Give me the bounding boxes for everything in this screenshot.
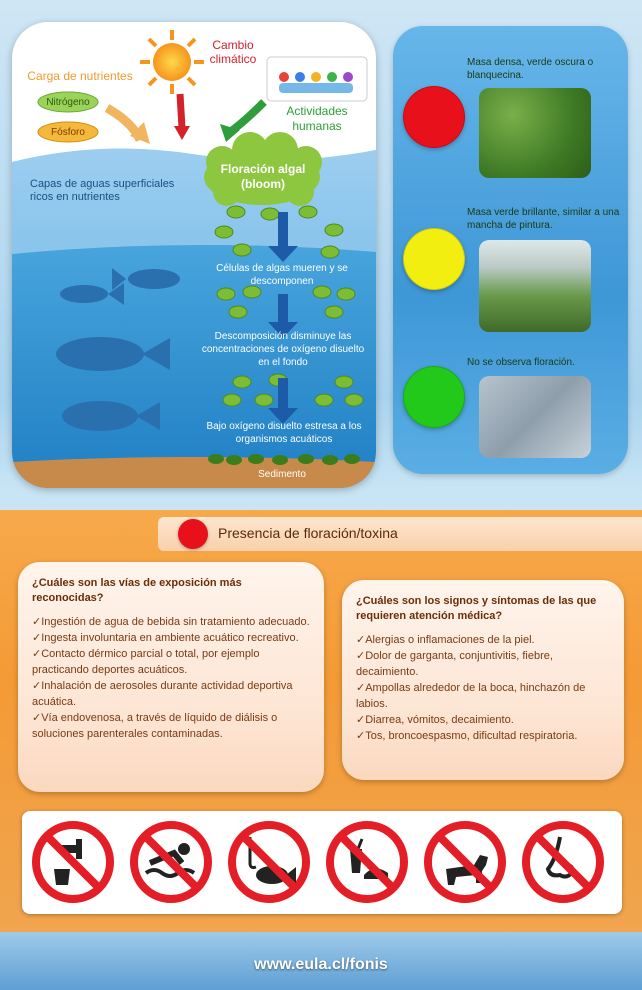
bloom-legend-panel <box>393 26 628 474</box>
no-drinking-water-icon <box>30 819 116 905</box>
symptom-item: ✓Alergias o inflamaciones de la piel. <box>356 634 535 646</box>
prohibition-icons-strip <box>22 811 622 914</box>
yellow-level-text: Masa verde brillante, similar a una mancha de pintura. <box>467 207 620 231</box>
symptom-item: ✓Dolor de garganta, conjuntivitis, fiebre, decaimiento. <box>356 650 553 678</box>
symptom-item: ✓Diarrea, vómitos, decaimiento. <box>356 714 514 726</box>
exposure-title: ¿Cuáles son las vías de exposición más reconocidas? <box>32 577 242 604</box>
sun-icon <box>140 30 204 94</box>
step-oxygen-decrease-label: Descomposición disminuye las concentraciones de oxígeno disuelto en el fondo <box>201 331 365 368</box>
yellow-level-circle <box>403 228 465 290</box>
eutrophication-diagram <box>12 22 376 488</box>
no-fishing-icon <box>226 819 312 905</box>
footer-url-link[interactable]: www.eula.cl/fonis <box>254 956 388 973</box>
no-dogs-icon <box>422 819 508 905</box>
sediment-label: Sedimento <box>258 469 306 480</box>
step-stress-label: Bajo oxígeno disuelto estresa a los organismos acuáticos <box>206 421 362 445</box>
presence-red-circle <box>178 519 208 549</box>
green-level-circle <box>403 366 465 428</box>
no-bloom-photo <box>479 376 591 458</box>
no-eating-icon <box>324 819 410 905</box>
phosphorus-label: Fósforo <box>51 127 85 138</box>
climate-change-label: Cambio climático <box>209 38 257 66</box>
red-level-circle <box>403 86 465 148</box>
symptoms-title: ¿Cuáles son los signos y síntomas de las que requieren atención médica? <box>356 595 597 622</box>
no-nose-contact-icon <box>520 819 606 905</box>
exposure-item: ✓Inhalación de aerosoles durante actividad deportiva acuática. <box>32 680 293 708</box>
exposure-item: ✓Contacto dérmico parcial o total, por ejemplo practicando deportes acuáticos. <box>32 648 260 676</box>
surface-layer-label: Capas de aguas superficiales ricos en nutrientes <box>30 178 175 203</box>
symptom-item: ✓Tos, broncoespasmo, dificultad respiratoria. <box>356 730 578 742</box>
no-swimming-icon <box>128 819 214 905</box>
symptoms-box <box>342 580 624 780</box>
diagram-illustration <box>12 22 376 488</box>
human-arrow <box>230 102 264 132</box>
exposure-item: ✓Vía endovenosa, a través de líquido de diálisis o soluciones parenterales contaminadas. <box>32 712 278 740</box>
red-level-text: Masa densa, verde oscura o blanquecina. <box>467 57 594 81</box>
dense-bloom-photo <box>479 88 591 178</box>
bloom-label: Floración algal (bloom) <box>220 162 306 191</box>
symptom-item: ✓Ampollas alrededor de la boca, hinchazón de labios. <box>356 682 586 710</box>
step-cells-die-label: Células de algas mueren y se descomponen <box>216 263 348 287</box>
nitrogen-label: Nitrógeno <box>46 97 90 108</box>
bright-bloom-photo <box>479 240 591 332</box>
exposure-item: ✓Ingestión de agua de bebida sin tratamiento adecuado. <box>32 616 310 628</box>
nutrient-load-label: Carga de nutrientes <box>27 69 133 83</box>
presence-label: Presencia de floración/toxina <box>218 525 398 541</box>
exposure-box <box>18 562 324 792</box>
green-level-text: No se observa floración. <box>467 357 575 368</box>
human-activities-label: Actividades humanas <box>286 104 348 133</box>
exposure-item: ✓Ingesta involuntaria en ambiente acuático recreativo. <box>32 632 299 644</box>
climate-arrow <box>180 94 182 128</box>
